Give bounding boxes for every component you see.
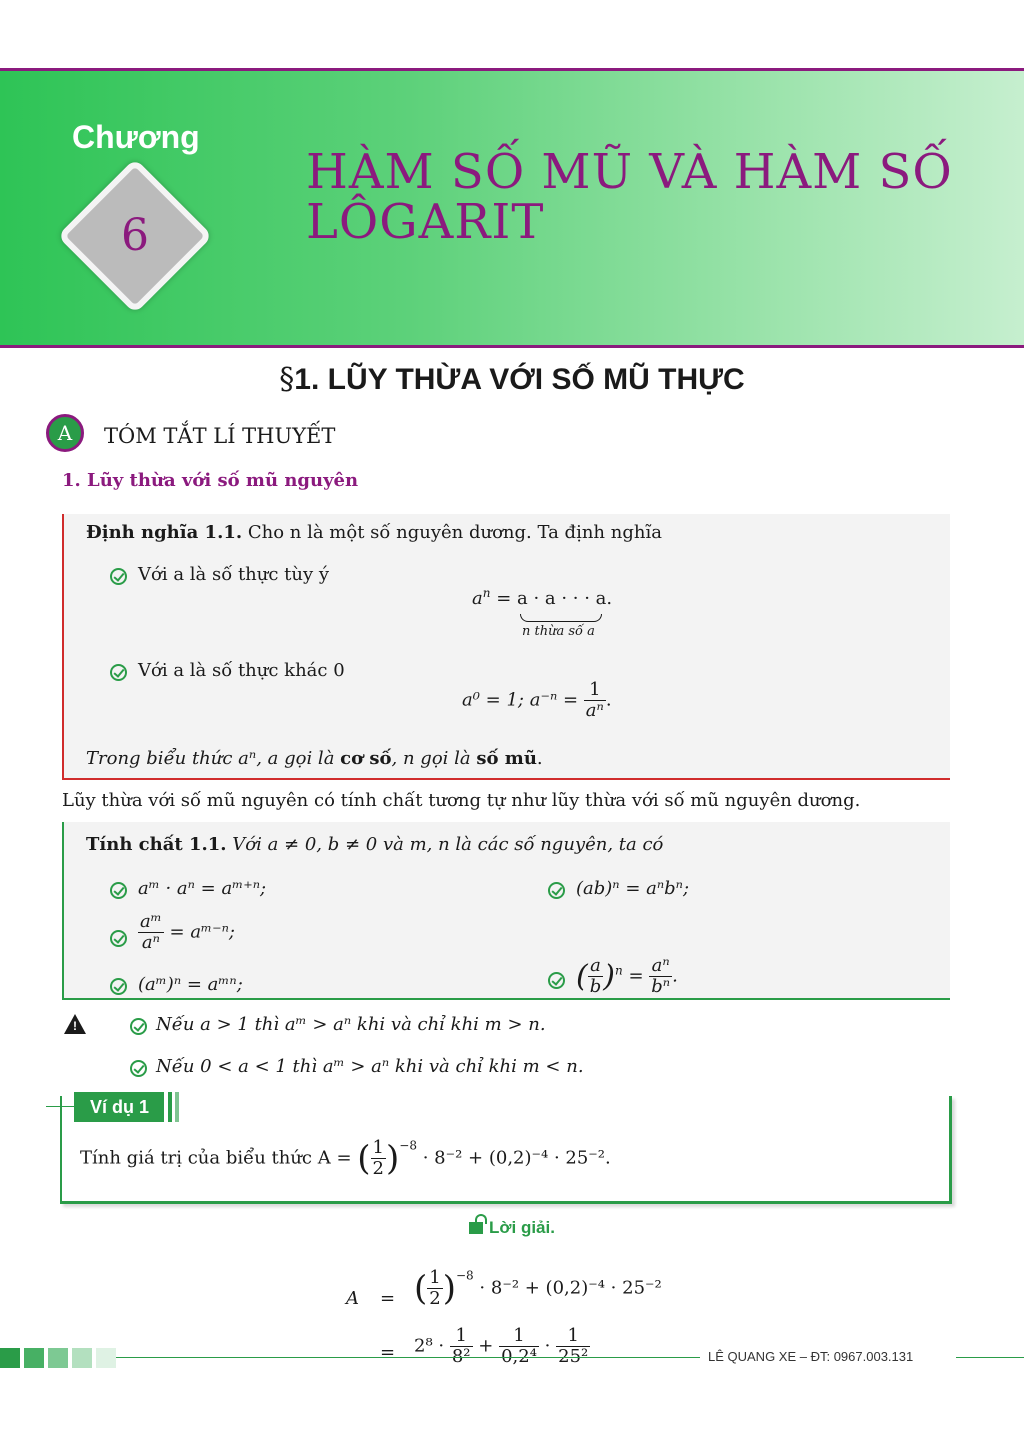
note-base-term: cơ số [340, 748, 392, 769]
right-paren: ) [603, 958, 615, 994]
footer-square [24, 1348, 44, 1368]
fraction-numerator: aⁿ [649, 956, 672, 977]
check-circle-icon [130, 1060, 147, 1077]
plus: + [478, 1335, 494, 1357]
dot: · [544, 1335, 551, 1357]
formula-product: = a · a · · · a. [496, 588, 613, 609]
section-symbol: § [279, 362, 295, 397]
check-circle-icon [130, 1018, 147, 1035]
right-paren: ) [386, 1138, 400, 1179]
check-circle-icon [110, 978, 127, 995]
solution-eq-1: = [380, 1288, 396, 1309]
solution-lhs: A [346, 1288, 359, 1309]
example-rest: · 8⁻² + (0,2)⁻⁴ · 25⁻². [422, 1147, 611, 1169]
fraction-denominator: b [589, 975, 602, 997]
note-exponent-term: số mũ [476, 748, 537, 769]
fraction-numerator: aᵐ [140, 911, 162, 932]
footer-author: LÊ QUANG XE – ĐT: 0967.003.131 [708, 1349, 914, 1364]
chapter-number: 6 [121, 210, 149, 261]
definition-item-1: Với a là số thực tùy ý [138, 564, 330, 585]
note-mid: , n gọi là [391, 748, 471, 769]
definition-box [62, 514, 950, 780]
property-1: aᵐ · aⁿ = aᵐ⁺ⁿ; [138, 878, 267, 899]
warning-exclamation-icon: ! [73, 1019, 77, 1033]
property-4: (aᵐ)ⁿ = aᵐⁿ; [138, 974, 243, 995]
definition-item-2: Với a là số thực khác 0 [138, 660, 345, 681]
note-end: . [536, 748, 543, 769]
fraction [371, 1138, 386, 1179]
fraction-numerator: 1 [450, 1326, 473, 1347]
check-circle-icon [110, 568, 127, 585]
property-intro-line [86, 834, 663, 855]
chapter-title-line-1: HÀM SỐ MŨ VÀ HÀM SỐ [306, 144, 953, 200]
property-5 [576, 956, 678, 997]
footer-line [116, 1357, 700, 1358]
chapter-label: Chương [72, 119, 200, 155]
fraction-numerator: 1 [556, 1326, 590, 1347]
fraction-numerator: 1 [499, 1326, 539, 1347]
definition-note [86, 748, 543, 769]
solution-term: 2⁸ · [414, 1335, 445, 1357]
example-label: Ví dụ 1 [74, 1092, 164, 1122]
chapter-title-line-2: LÔGARIT [306, 194, 545, 250]
fraction-denominator: aⁿ [141, 931, 160, 953]
section-title-text: 1. LŨY THỪA VỚI SỐ MŨ THỰC [294, 363, 745, 396]
left-paren: ( [414, 1268, 428, 1309]
period: . [672, 965, 678, 987]
equals: = [628, 965, 644, 987]
property-3-rest: = aᵐ⁻ⁿ; [169, 921, 235, 943]
right-paren: ) [442, 1268, 456, 1309]
fraction [427, 1268, 442, 1309]
formula-exponent: n [482, 586, 491, 600]
property-box [62, 822, 950, 1000]
definition-intro: Cho n là một số nguyên dương. Ta định nghĩa [247, 522, 662, 543]
fraction-numerator: 1 [429, 1267, 441, 1288]
fraction-denominator: 25² [558, 1345, 589, 1367]
solution-label [0, 1218, 1024, 1238]
property-heading: Tính chất 1.1. [86, 834, 227, 855]
warning-1: Nếu a > 1 thì aᵐ > aⁿ khi và chỉ khi m > n. [156, 1014, 546, 1035]
solution-line-2 [414, 1326, 590, 1367]
subsection-title: 1. Lũy thừa với số mũ nguyên [62, 470, 359, 491]
chapter-title [306, 144, 1006, 250]
formula-zero-part: a⁰ = 1; a⁻ⁿ = [462, 689, 579, 711]
part-a-title: TÓM TẮT LÍ THUYẾT [104, 424, 336, 448]
section-title [0, 362, 1024, 397]
footer-square [0, 1348, 20, 1368]
fraction [556, 1326, 590, 1367]
solution-line-1 [414, 1268, 662, 1309]
fraction [649, 956, 672, 997]
fraction [588, 956, 604, 997]
fraction-numerator: 1 [584, 680, 606, 701]
solution-label-text: Lời giải. [489, 1218, 555, 1237]
footer-square [96, 1348, 116, 1368]
fraction [450, 1326, 473, 1367]
footer-square [48, 1348, 68, 1368]
exponent: −8 [455, 1268, 474, 1283]
brace-label: n thừa số a [522, 624, 595, 639]
fraction [138, 912, 164, 953]
property-3 [138, 912, 235, 953]
note-prefix: Trong biểu thức aⁿ, a gọi là [86, 748, 335, 769]
tab-bar [168, 1092, 172, 1122]
left-paren: ( [357, 1138, 371, 1179]
definition-heading: Định nghĩa 1.1. [86, 522, 243, 543]
fraction-denominator: 2 [372, 1157, 384, 1179]
fraction-numerator: 1 [372, 1137, 384, 1158]
check-circle-icon [548, 882, 565, 899]
fraction-denominator: 8² [451, 1345, 471, 1367]
fraction-denominator: 2 [429, 1287, 441, 1309]
fraction [499, 1326, 539, 1367]
property-intro: Với a ≠ 0, b ≠ 0 và m, n là các số nguyên, ta có [232, 834, 664, 855]
tab-bar [175, 1092, 179, 1122]
exponent: −8 [399, 1138, 417, 1153]
left-paren: ( [576, 958, 588, 994]
property-2: (ab)ⁿ = aⁿbⁿ; [576, 878, 690, 899]
check-circle-icon [548, 972, 565, 989]
unlock-icon [469, 1222, 483, 1234]
footer-square [72, 1348, 92, 1368]
check-circle-icon [110, 882, 127, 899]
fraction-denominator: 0,2⁴ [501, 1345, 537, 1367]
example-problem [80, 1138, 611, 1179]
footer-line [956, 1357, 1024, 1358]
solution-line-1-rest: · 8⁻² + (0,2)⁻⁴ · 25⁻² [479, 1277, 662, 1299]
check-circle-icon [110, 930, 127, 947]
fraction [584, 680, 606, 721]
paragraph: Lũy thừa với số mũ nguyên có tính chất tương tự như lũy thừa với số mũ nguyên dương. [62, 790, 861, 811]
warning-2: Nếu 0 < a < 1 thì aᵐ > aⁿ khi và chỉ khi m < n. [156, 1056, 584, 1077]
part-a-badge: A [46, 414, 84, 452]
exponent: n [614, 963, 623, 978]
formula-power-product [472, 588, 612, 609]
example-prefix: Tính giá trị của biểu thức A = [80, 1147, 352, 1169]
underbrace [520, 614, 602, 622]
fraction-denominator: aⁿ [585, 699, 604, 721]
fraction-numerator: a [588, 956, 604, 977]
definition-intro-line [86, 522, 662, 543]
chapter-banner [0, 68, 1024, 348]
fraction-denominator: bⁿ [651, 975, 671, 997]
formula-zero-negative: a⁰ = 1; a⁻ⁿ = $\frac{1}{\text{aⁿ}}$ . [462, 679, 612, 721]
solution-eq-2: = [380, 1342, 396, 1363]
check-circle-icon [110, 664, 127, 681]
formula-base: a [472, 588, 483, 609]
